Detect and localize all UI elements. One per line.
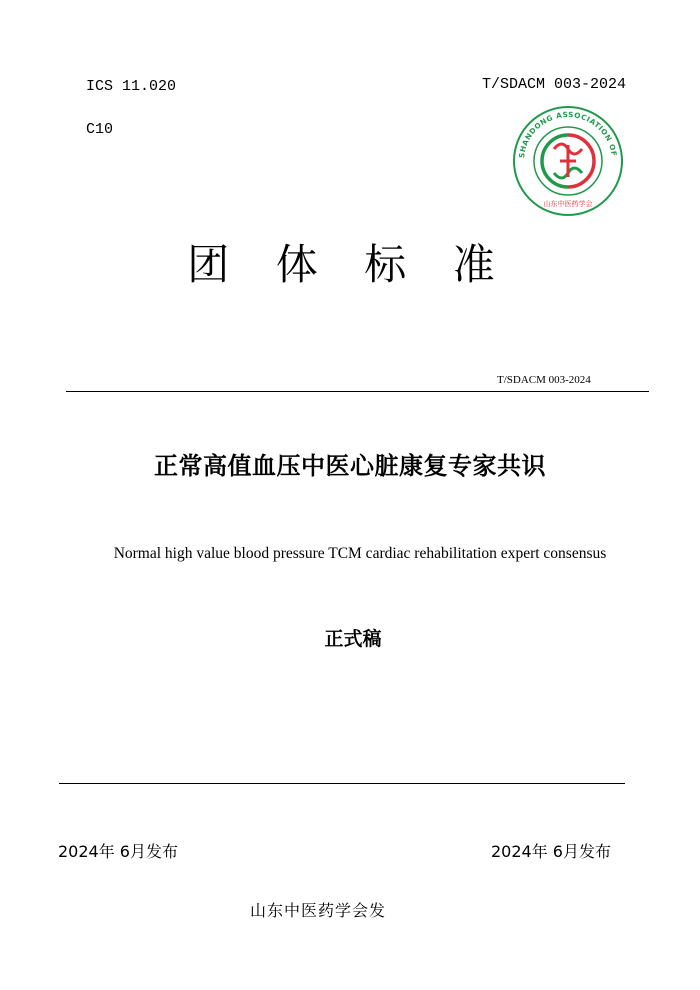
association-seal-icon	[510, 105, 626, 217]
implementation-date: 2024年 6月发布	[491, 842, 611, 861]
title-chinese: 正常高值血压中医心脏康复专家共识	[154, 452, 546, 480]
logo-bottom-text: 山东中医药学会	[543, 200, 593, 208]
draft-status: 正式稿	[324, 628, 382, 650]
divider-top	[66, 391, 649, 392]
document-type: 团 体 标 准	[187, 243, 513, 289]
ics-code: ICS 11.020	[86, 78, 177, 95]
association-logo	[510, 105, 626, 217]
standard-number: T/SDACM 003-2024	[482, 76, 627, 93]
logo-ring-text: SHANDONG ASSOCIATION OF	[517, 109, 619, 159]
divider-bottom	[59, 783, 625, 784]
publisher: 山东中医药学会发	[249, 901, 386, 920]
title-english: Normal high value blood pressure TCM cardiac rehabilitation expert consensus	[113, 545, 607, 562]
issue-date: 2024年 6月发布	[58, 842, 178, 861]
svg-text:SHANDONG ASSOCIATION OF CHINES	[510, 105, 619, 160]
standard-number-small: T/SDACM 003-2024	[497, 374, 591, 386]
ccs-code: C10	[86, 121, 114, 138]
